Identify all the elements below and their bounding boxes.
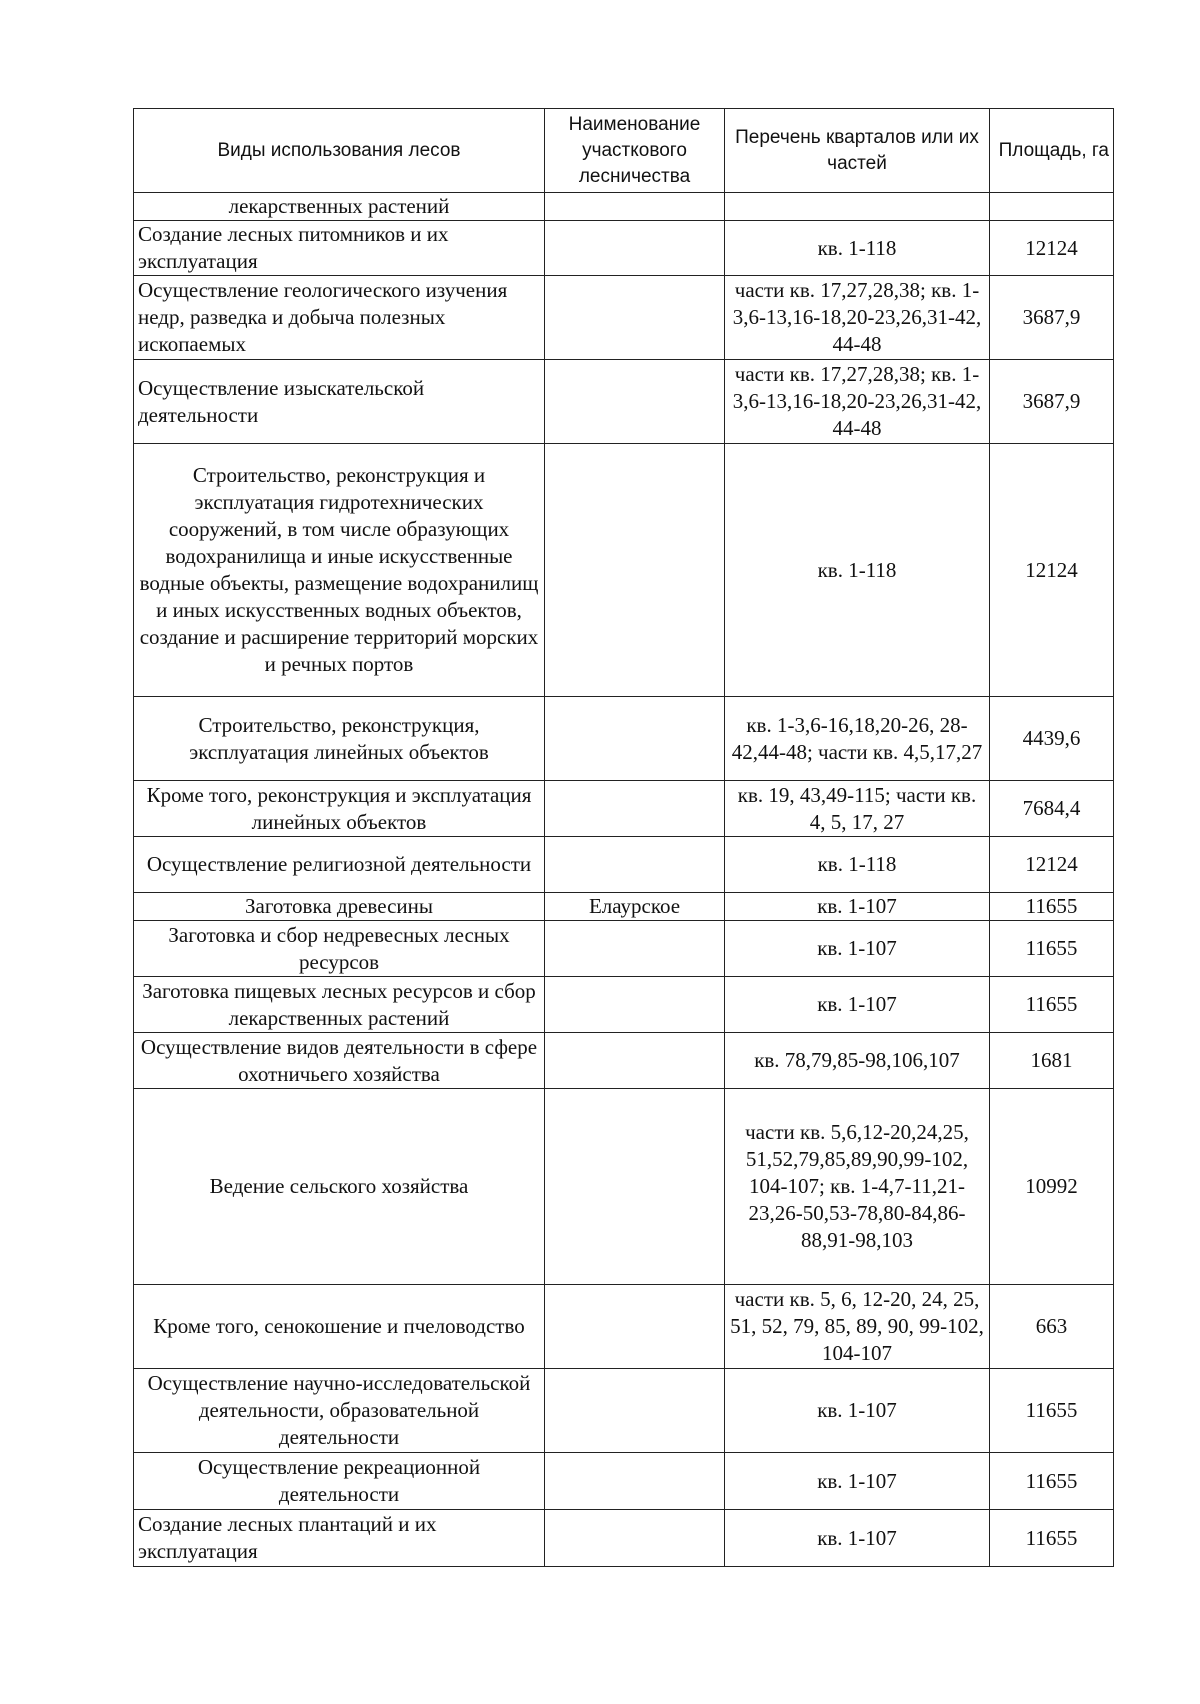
cell-forestry bbox=[545, 697, 725, 781]
cell-use: Осуществление научно-исследовательской деятельности, образовательной деятельности bbox=[134, 1369, 545, 1453]
cell-use: Ведение сельского хозяйства bbox=[134, 1089, 545, 1285]
cell-area: 11655 bbox=[990, 893, 1114, 921]
cell-forestry bbox=[545, 781, 725, 837]
cell-area: 11655 bbox=[990, 1453, 1114, 1510]
table-row bbox=[134, 276, 1114, 360]
cell-area: 4439,6 bbox=[990, 697, 1114, 781]
cell-area: 10992 bbox=[990, 1089, 1114, 1285]
cell-quarters: кв. 1-107 bbox=[725, 977, 990, 1033]
cell-use: Строительство, реконструкция и эксплуатация гидротехнических сооружений, в том числе образующих водохранилища и иные искусственные водные объекты, размещение водохранилищ и иных искусственных водных объектов, создание и расширение территорий морских и речных портов bbox=[134, 444, 545, 697]
header-quarters-list: Перечень кварталов или их частей bbox=[725, 109, 990, 193]
cell-quarters bbox=[725, 193, 990, 221]
cell-quarters: части кв. 17,27,28,38; кв. 1-3,6-13,16-18,20-23,26,31-42, 44-48 bbox=[725, 276, 990, 360]
table-row bbox=[134, 1510, 1114, 1567]
cell-forestry bbox=[545, 837, 725, 893]
cell-forestry bbox=[545, 276, 725, 360]
table-row bbox=[134, 1285, 1114, 1369]
cell-use: Осуществление видов деятельности в сфере охотничьего хозяйства bbox=[134, 1033, 545, 1089]
cell-use: Кроме того, реконструкция и эксплуатация линейных объектов bbox=[134, 781, 545, 837]
table-row bbox=[134, 1453, 1114, 1510]
cell-area: 11655 bbox=[990, 1510, 1114, 1567]
cell-quarters: кв. 78,79,85-98,106,107 bbox=[725, 1033, 990, 1089]
table-row bbox=[134, 977, 1114, 1033]
cell-quarters: кв. 1-118 bbox=[725, 221, 990, 276]
cell-quarters: кв. 1-107 bbox=[725, 1510, 990, 1567]
cell-use: Осуществление рекреационной деятельности bbox=[134, 1453, 545, 1510]
cell-quarters: кв. 1-107 bbox=[725, 1453, 990, 1510]
cell-use: Создание лесных плантаций и их эксплуатация bbox=[134, 1510, 545, 1567]
cell-quarters: части кв. 17,27,28,38; кв. 1-3,6-13,16-18,20-23,26,31-42, 44-48 bbox=[725, 360, 990, 444]
table-row bbox=[134, 921, 1114, 977]
table-header-row bbox=[134, 109, 1114, 193]
cell-forestry bbox=[545, 444, 725, 697]
cell-quarters: части кв. 5, 6, 12-20, 24, 25, 51, 52, 79, 85, 89, 90, 99-102, 104-107 bbox=[725, 1285, 990, 1369]
cell-forestry bbox=[545, 1453, 725, 1510]
cell-use: Осуществление религиозной деятельности bbox=[134, 837, 545, 893]
cell-quarters: кв. 1-118 bbox=[725, 837, 990, 893]
header-area: Площадь, га bbox=[990, 109, 1114, 193]
cell-quarters: кв. 1-107 bbox=[725, 893, 990, 921]
cell-use: Строительство, реконструкция, эксплуатация линейных объектов bbox=[134, 697, 545, 781]
cell-area: 12124 bbox=[990, 837, 1114, 893]
table-row bbox=[134, 837, 1114, 893]
cell-area: 7684,4 bbox=[990, 781, 1114, 837]
cell-forestry bbox=[545, 360, 725, 444]
forest-use-table bbox=[133, 108, 1114, 1567]
cell-area: 11655 bbox=[990, 1369, 1114, 1453]
cell-use: Заготовка древесины bbox=[134, 893, 545, 921]
header-forestry-name: Наименование участкового лесничества bbox=[545, 109, 725, 193]
table-row bbox=[134, 193, 1114, 221]
cell-forestry bbox=[545, 221, 725, 276]
cell-area: 3687,9 bbox=[990, 360, 1114, 444]
table-row bbox=[134, 1369, 1114, 1453]
cell-use: Заготовка пищевых лесных ресурсов и сбор лекарственных растений bbox=[134, 977, 545, 1033]
cell-forestry bbox=[545, 193, 725, 221]
cell-use: Осуществление изыскательской деятельности bbox=[134, 360, 545, 444]
cell-use: Создание лесных питомников и их эксплуатация bbox=[134, 221, 545, 276]
table-row bbox=[134, 697, 1114, 781]
table-row bbox=[134, 781, 1114, 837]
header-forest-use-type: Виды использования лесов bbox=[134, 109, 545, 193]
cell-quarters: кв. 1-107 bbox=[725, 1369, 990, 1453]
table-row bbox=[134, 1089, 1114, 1285]
cell-forestry bbox=[545, 1285, 725, 1369]
cell-area: 12124 bbox=[990, 221, 1114, 276]
cell-area: 1681 bbox=[990, 1033, 1114, 1089]
cell-area: 3687,9 bbox=[990, 276, 1114, 360]
cell-forestry: Елаурское bbox=[545, 893, 725, 921]
cell-area: 12124 bbox=[990, 444, 1114, 697]
cell-area bbox=[990, 193, 1114, 221]
cell-forestry bbox=[545, 921, 725, 977]
table-row bbox=[134, 360, 1114, 444]
cell-use: Заготовка и сбор недревесных лесных ресурсов bbox=[134, 921, 545, 977]
cell-use: Кроме того, сенокошение и пчеловодство bbox=[134, 1285, 545, 1369]
cell-use: лекарственных растений bbox=[134, 193, 545, 221]
table-row bbox=[134, 1033, 1114, 1089]
cell-quarters: кв. 19, 43,49-115; части кв. 4, 5, 17, 27 bbox=[725, 781, 990, 837]
cell-quarters: кв. 1-118 bbox=[725, 444, 990, 697]
cell-quarters: кв. 1-3,6-16,18,20-26, 28-42,44-48; части кв. 4,5,17,27 bbox=[725, 697, 990, 781]
document-page bbox=[133, 108, 1113, 1567]
cell-forestry bbox=[545, 977, 725, 1033]
cell-forestry bbox=[545, 1033, 725, 1089]
cell-use: Осуществление геологического изучения недр, разведка и добыча полезных ископаемых bbox=[134, 276, 545, 360]
table-row bbox=[134, 893, 1114, 921]
cell-area: 11655 bbox=[990, 977, 1114, 1033]
table-row bbox=[134, 444, 1114, 697]
cell-quarters: кв. 1-107 bbox=[725, 921, 990, 977]
cell-area: 663 bbox=[990, 1285, 1114, 1369]
cell-area: 11655 bbox=[990, 921, 1114, 977]
cell-forestry bbox=[545, 1369, 725, 1453]
cell-quarters: части кв. 5,6,12-20,24,25, 51,52,79,85,89,90,99-102, 104-107; кв. 1-4,7-11,21-23,26-50,53-78,80-84,86-88,91-98,103 bbox=[725, 1089, 990, 1285]
cell-forestry bbox=[545, 1089, 725, 1285]
table-row bbox=[134, 221, 1114, 276]
cell-forestry bbox=[545, 1510, 725, 1567]
